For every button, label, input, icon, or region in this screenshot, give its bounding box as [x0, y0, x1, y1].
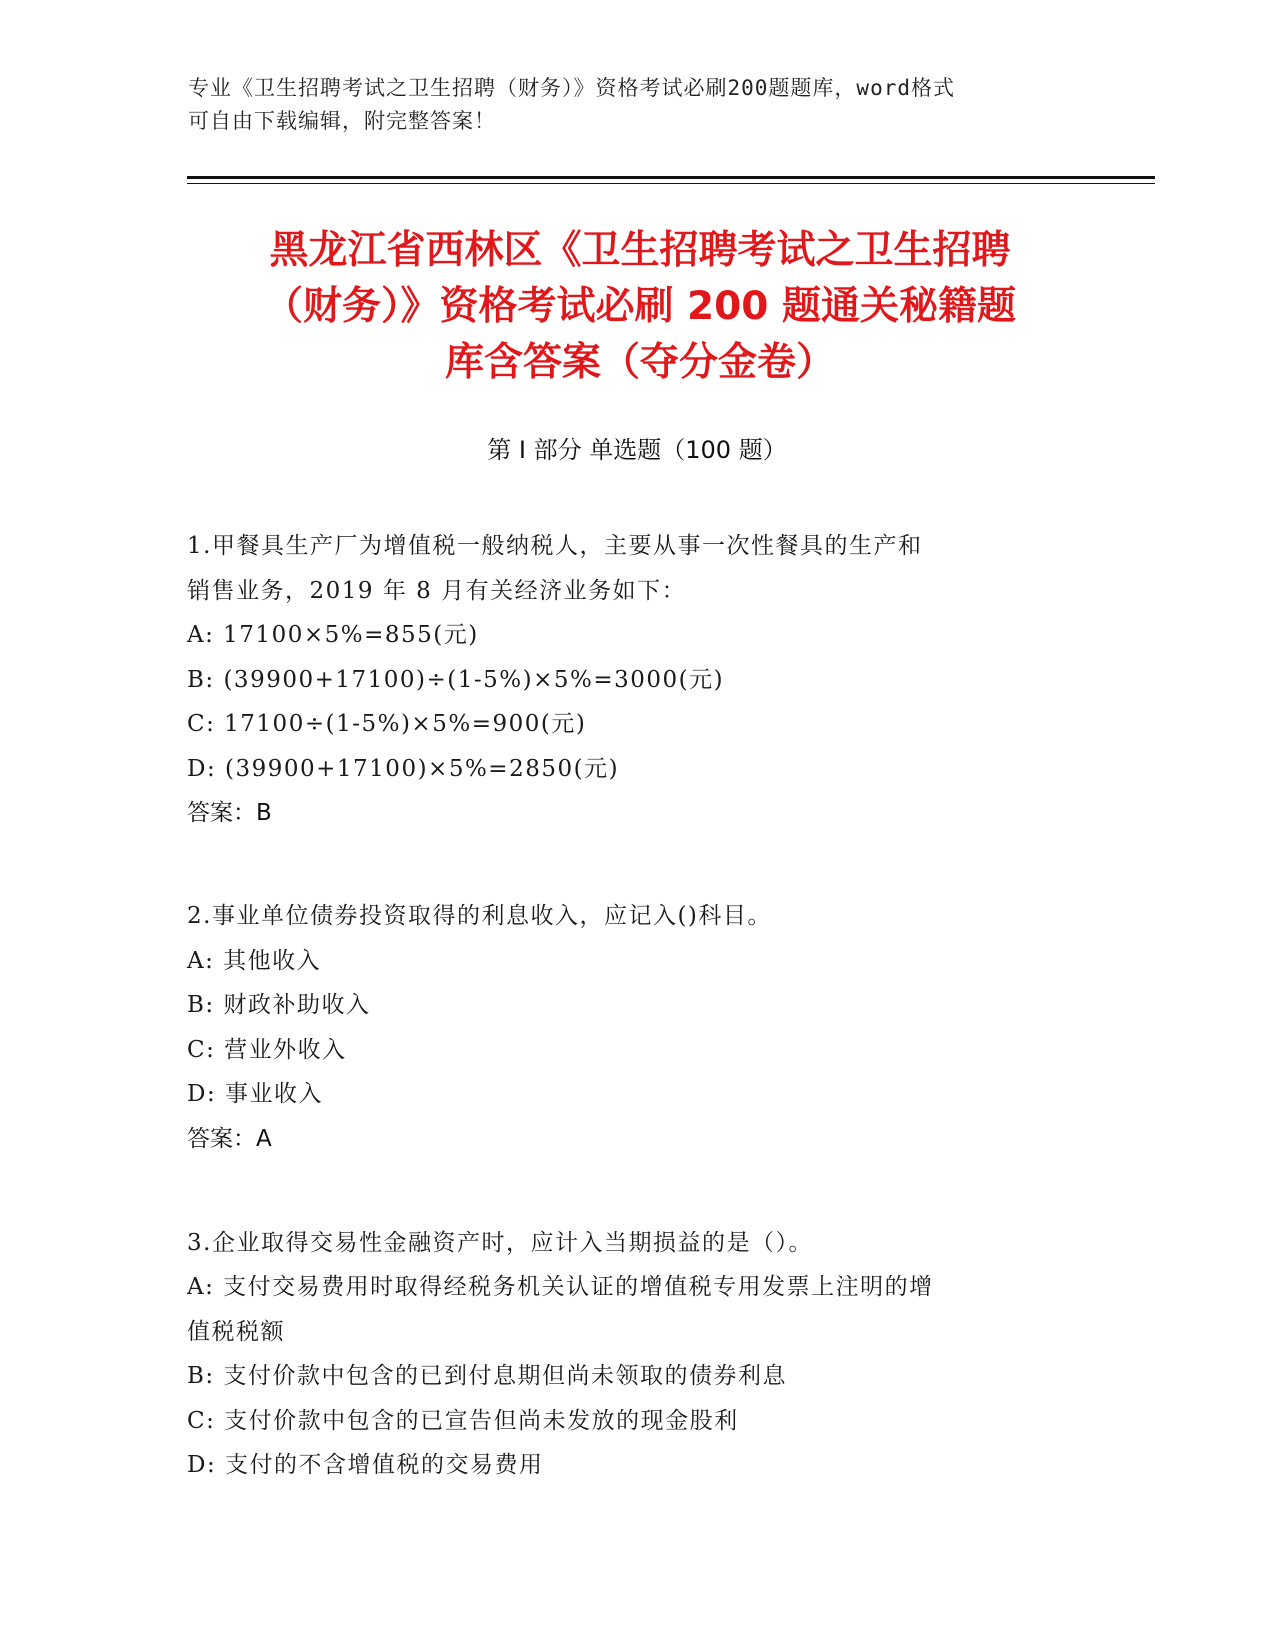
question-2-stem-line-1: 2.事业单位债券投资取得的利息收入，应记入()科目。	[187, 903, 772, 929]
question-list	[187, 524, 1067, 1488]
header-note	[188, 72, 1068, 138]
question-2-option-d: D: 事业收入	[187, 1081, 324, 1107]
question-3-option-c: C: 支付价款中包含的已宣告但尚未发放的现金股利	[187, 1407, 739, 1434]
question-1-stem-line-1: 1.甲餐具生产厂为增值税一般纳税人，主要从事一次性餐具的生产和	[187, 533, 923, 559]
question-1-answer: 答案：B	[187, 800, 272, 826]
question-1-option-b: B: (39900+17100)÷(1-5%)×5%=3000(元)	[187, 666, 725, 693]
question-3-option-a: A: 支付交易费用时取得经税务机关认证的增值税专用发票上注明的增	[187, 1274, 934, 1300]
question-2-option-b: B: 财政补助收入	[187, 992, 371, 1018]
header-rule-thick	[187, 176, 1155, 179]
question-1	[187, 524, 1067, 835]
question-1-option-a: A: 17100×5%=855(元)	[187, 622, 479, 648]
header-note-line-2: 可自由下载编辑，附完整答案！	[188, 109, 496, 133]
question-spacer	[187, 1161, 1067, 1221]
section-heading: 第 I 部分 单选题（100 题）	[487, 436, 787, 464]
document-title-line-2: （财务）》资格考试必刷 200 题通关秘籍题	[263, 284, 1017, 329]
header-rule-thin	[187, 183, 1155, 184]
question-1-option-d: D: (39900+17100)×5%=2850(元)	[187, 755, 620, 782]
question-3-option-b: B: 支付价款中包含的已到付息期但尚未领取的债券利息	[187, 1363, 787, 1389]
question-1-stem-line-2: 销售业务，2019 年 8 月有关经济业务如下：	[187, 577, 687, 604]
question-3-option-a-continued: 值税税额	[187, 1318, 285, 1345]
document-title-line-3: 库含答案（夺分金卷）	[444, 340, 835, 385]
document-title	[180, 223, 1100, 391]
question-2-answer: 答案：A	[187, 1125, 272, 1152]
question-2-option-a: A: 其他收入	[187, 947, 322, 974]
question-3	[187, 1221, 1067, 1488]
header-note-line-1: 专业《卫生招聘考试之卫生招聘（财务）》资格考试必刷200题题库，word格式	[188, 76, 955, 100]
question-3-stem-line-1: 3.企业取得交易性金融资产时，应计入当期损益的是（）。	[187, 1229, 813, 1256]
question-2	[187, 894, 1067, 1161]
question-1-option-c: C: 17100÷(1-5%)×5%=900(元)	[187, 711, 587, 737]
document-title-line-1: 黑龙江省西林区《卫生招聘考试之卫生招聘	[269, 228, 1011, 273]
question-spacer	[187, 835, 1067, 894]
question-2-option-c: C: 营业外收入	[187, 1036, 347, 1063]
question-3-option-d: D: 支付的不含增值税的交易费用	[187, 1452, 544, 1478]
